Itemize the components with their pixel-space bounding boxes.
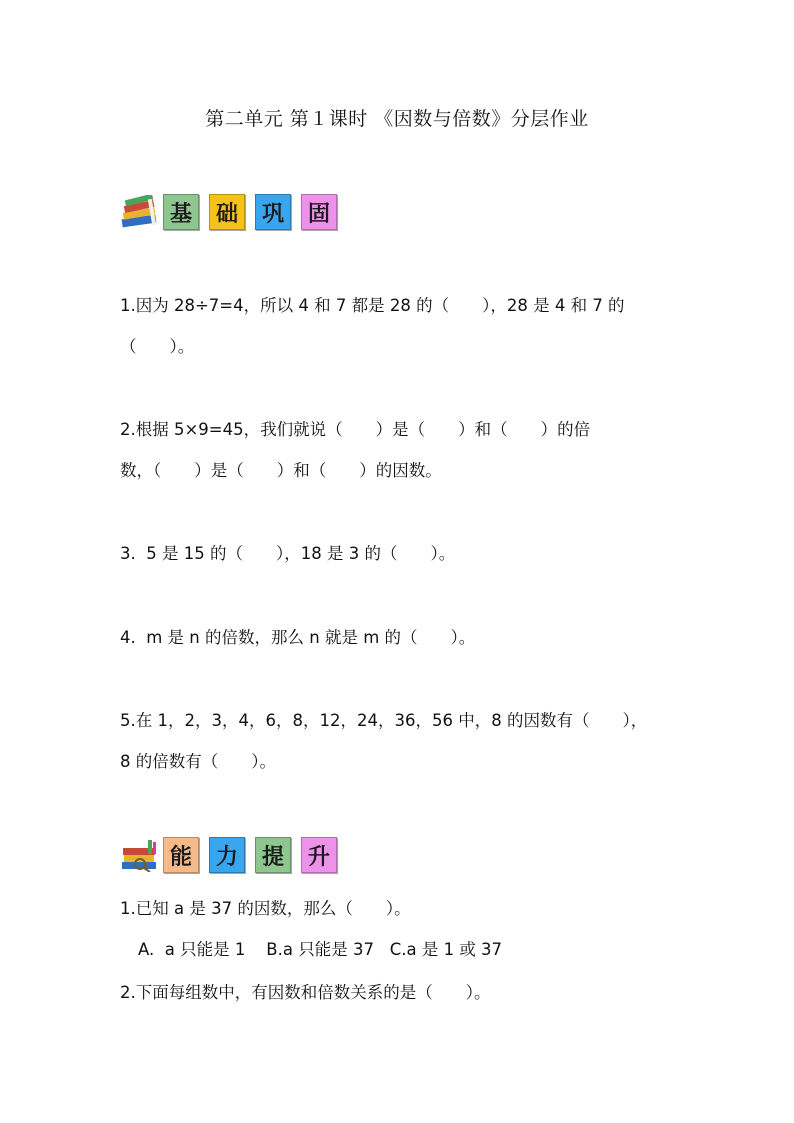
books-magnifier-icon [120,838,160,872]
books-icon [120,195,160,229]
question-5-line-1: 5.在 1，2，3，4，6，8，12，24，36，56 中，8 的因数有（ ）， [120,711,648,730]
question-1-line-1: 1.因为 28÷7=4，所以 4 和 7 都是 28 的（ ），28 是 4 和 7 的 [120,296,625,315]
section-header-advanced [120,835,347,875]
question-1-line-2: （ ）。 [120,337,195,356]
question-2-line-2: 数，（ ）是（ ）和（ ）的因数。 [120,461,442,480]
question-2-line-1: 2.根据 5×9=45，我们就说（ ）是（ ）和（ ）的倍 [120,420,591,439]
header-tile-3: 提 [255,837,291,873]
advanced-question-1-options: A. a 只能是 1 B.a 只能是 37 C.a 是 1 或 37 [138,940,503,959]
header-tile-4: 固 [301,194,337,230]
header-tile-2: 础 [209,194,245,230]
page-title: 第二单元 第１课时 《因数与倍数》分层作业 [205,108,589,130]
advanced-question-2: 2.下面每组数中，有因数和倍数关系的是（ ）。 [120,983,491,1002]
question-3: 3. 5 是 15 的（ ），18 是 3 的（ ）。 [120,544,456,563]
header-tile-1: 能 [163,837,199,873]
header-tile-4: 升 [301,837,337,873]
question-5-line-2: 8 的倍数有（ ）。 [120,752,276,771]
header-tile-1: 基 [163,194,199,230]
header-tile-3: 巩 [255,194,291,230]
advanced-question-1: 1.已知 a 是 37 的因数，那么（ ）。 [120,899,411,918]
question-4: 4. m 是 n 的倍数，那么 n 就是 m 的（ ）。 [120,628,476,647]
section-header-basic [120,192,347,232]
header-tile-2: 力 [209,837,245,873]
